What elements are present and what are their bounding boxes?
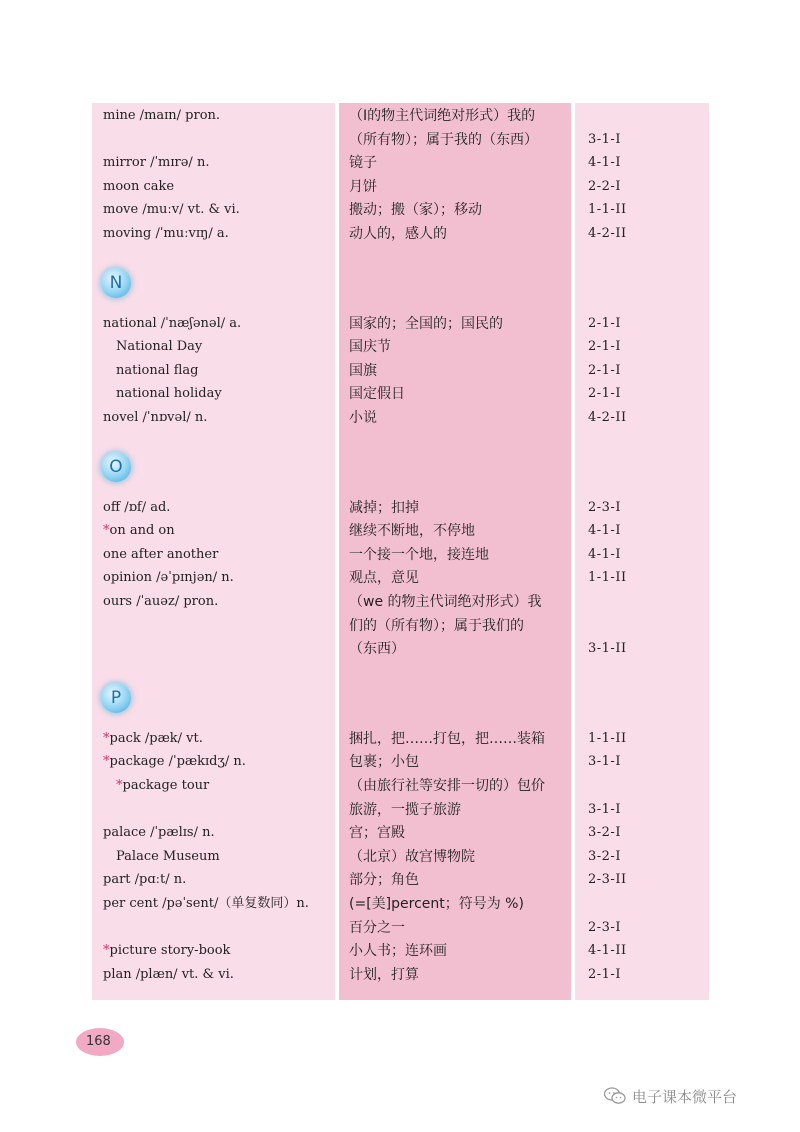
entry-unit: 3-1-I xyxy=(588,754,621,770)
entry-word-text: moon cake xyxy=(103,178,175,194)
entry-word xyxy=(103,175,174,199)
entry-meaning: （东西） xyxy=(349,641,405,658)
entry-meaning: 减掉；扣掉 xyxy=(349,499,419,516)
entry-word-text: package /ˈpækɪdʒ/ n. xyxy=(109,754,246,770)
entry-meaning: 计划，打算 xyxy=(349,966,419,983)
entry-meaning: 小人书；连环画 xyxy=(349,943,447,960)
glossary-entry-continuation xyxy=(0,614,800,638)
entry-word-text: pack /pæk/ vt. xyxy=(109,730,203,746)
entry-word-text: national flag xyxy=(116,362,199,378)
entry-word-text: one after another xyxy=(103,546,219,562)
entry-word-text: off /ɒf/ ad. xyxy=(103,499,171,515)
entry-word xyxy=(103,566,234,590)
entry-word-text: move /muːv/ vt. & vi. xyxy=(103,202,240,218)
entry-word-text: palace /ˈpælɪs/ n. xyxy=(103,825,215,841)
entry-word xyxy=(103,892,309,916)
entry-word xyxy=(103,543,218,567)
entry-word xyxy=(103,198,240,222)
entry-meaning: 观点，意见 xyxy=(349,570,419,587)
entry-meaning: 一个接一个地，接连地 xyxy=(349,546,489,563)
entry-unit: 3-1-II xyxy=(588,641,627,657)
glossary-entry xyxy=(0,566,800,590)
entry-word xyxy=(103,590,218,614)
entry-word-text: mine /maɪn/ pron. xyxy=(103,108,221,123)
entry-unit: 2-1-I xyxy=(588,362,621,378)
entry-unit: 4-1-II xyxy=(588,943,627,959)
glossary-entry xyxy=(0,727,800,751)
star-mark: * xyxy=(103,523,110,539)
glossary-entry xyxy=(0,151,800,175)
entry-unit: 4-1-I xyxy=(588,523,621,539)
entry-unit: 2-2-I xyxy=(588,178,621,194)
entry-word xyxy=(103,104,220,128)
entry-meaning: （I的物主代词绝对形式）我的 xyxy=(349,108,536,124)
entry-word xyxy=(103,151,209,175)
entry-meaning: 镜子 xyxy=(349,155,377,172)
entry-meaning: 动人的，感人的 xyxy=(349,226,447,242)
glossary-entry xyxy=(0,312,800,336)
entry-word xyxy=(103,496,170,520)
entry-unit: 2-1-I xyxy=(588,315,621,331)
entry-word xyxy=(103,868,186,892)
entry-meaning: 继续不断地，不停地 xyxy=(349,523,475,540)
entry-meaning: 国家的；全国的；国民的 xyxy=(349,315,503,332)
entry-word xyxy=(116,774,209,798)
entry-word-text: package tour xyxy=(122,778,210,793)
entry-meaning: 捆扎，把……打包，把……装箱 xyxy=(349,730,545,747)
entry-word xyxy=(103,727,203,751)
glossary-entry xyxy=(0,222,800,246)
entry-word-text: mirror /ˈmɪrə/ n. xyxy=(103,155,210,171)
entry-word-text: national /ˈnæʃənəl/ a. xyxy=(103,315,242,331)
entry-unit: 2-1-I xyxy=(588,339,621,355)
entry-meaning: （由旅行社等安排一切的）包价 xyxy=(349,778,545,794)
entry-meaning: 月饼 xyxy=(349,178,377,195)
glossary-entry xyxy=(0,750,800,774)
glossary-entry xyxy=(0,845,800,869)
entry-unit: 4-2-II xyxy=(588,226,627,241)
entry-word xyxy=(103,963,234,987)
wechat-icon xyxy=(604,1087,626,1105)
entry-unit: 4-2-II xyxy=(588,410,627,425)
glossary-entry xyxy=(0,590,800,614)
entry-word xyxy=(103,312,241,336)
entry-word xyxy=(103,222,229,246)
entry-unit: 2-3-I xyxy=(588,919,621,935)
glossary-entry-continuation xyxy=(0,637,800,661)
star-mark: * xyxy=(103,754,110,770)
entry-word-text: national holiday xyxy=(116,386,222,402)
entry-unit: 2-1-I xyxy=(588,386,621,402)
glossary-entry xyxy=(0,543,800,567)
entry-word xyxy=(116,382,222,406)
entry-meaning: 百分之一 xyxy=(349,919,405,936)
entry-word-text: per cent /pəˈsent/（单复数同）n. xyxy=(103,896,309,911)
entry-unit: 4-1-I xyxy=(588,546,621,562)
entry-unit: 2-1-I xyxy=(588,966,621,982)
watermark xyxy=(604,1084,737,1110)
glossary-entry xyxy=(0,496,800,520)
glossary-entry xyxy=(0,868,800,892)
entry-meaning: （we 的物主代词绝对形式）我 xyxy=(349,594,542,610)
entry-meaning: 搬动；搬（家）；移动 xyxy=(349,202,482,219)
glossary-entry xyxy=(0,963,800,987)
entry-meaning: 们的（所有物）；属于我们的 xyxy=(349,617,524,634)
star-mark: * xyxy=(116,778,123,793)
entry-unit: 1-1-II xyxy=(588,202,627,218)
entry-meaning: (=[美]percent；符号为 %) xyxy=(349,896,524,912)
glossary-entry xyxy=(0,335,800,359)
entry-word-text: ours /ˈauəz/ pron. xyxy=(103,594,219,609)
star-mark: * xyxy=(103,943,110,959)
glossary-entry xyxy=(0,382,800,406)
entry-meaning: 旅游，一揽子旅游 xyxy=(349,801,461,818)
entry-word xyxy=(116,359,199,383)
section-letter-n-badge: N xyxy=(101,268,131,298)
entry-word-text: moving /ˈmuːvɪŋ/ a. xyxy=(103,226,229,241)
entry-meaning: （所有物）；属于我的（东西） xyxy=(349,131,538,148)
entry-word-text: picture story-book xyxy=(109,943,231,959)
entry-meaning: 包裹；小包 xyxy=(349,754,419,771)
section-letter-p-badge: P xyxy=(101,683,131,713)
glossary-entry xyxy=(0,939,800,963)
entry-unit: 3-2-I xyxy=(588,825,621,841)
glossary-entry xyxy=(0,175,800,199)
entry-word xyxy=(103,406,207,430)
entry-word xyxy=(116,845,220,869)
entry-word xyxy=(103,750,246,774)
entry-word-text: novel /ˈnɒvəl/ n. xyxy=(103,410,208,425)
entry-unit: 2-3-I xyxy=(588,499,621,515)
entry-word xyxy=(103,821,215,845)
entry-unit: 3-2-I xyxy=(588,848,621,864)
glossary-entry xyxy=(0,359,800,383)
glossary-entry xyxy=(0,774,800,798)
entry-unit: 3-1-I xyxy=(588,131,621,147)
entry-meaning: 宫；宫殿 xyxy=(349,825,405,842)
entry-unit: 3-1-I xyxy=(588,801,621,817)
entry-meaning: 小说 xyxy=(349,410,377,426)
entry-word-text: on and on xyxy=(109,523,175,539)
glossary-entry xyxy=(0,104,800,128)
entry-word xyxy=(103,519,175,543)
glossary-entry-continuation xyxy=(0,128,800,152)
glossary-entry-continuation xyxy=(0,916,800,940)
glossary-entry-continuation xyxy=(0,798,800,822)
glossary-entry xyxy=(0,892,800,916)
section-letter-o-badge: O xyxy=(101,452,131,482)
page-number: 168 xyxy=(76,1028,124,1056)
entry-unit: 2-3-II xyxy=(588,872,627,888)
entry-unit: 4-1-I xyxy=(588,155,621,171)
entry-word xyxy=(116,335,202,359)
entry-unit: 1-1-II xyxy=(588,570,627,586)
entry-meaning: 国庆节 xyxy=(349,339,391,356)
entry-meaning: （北京）故宫博物院 xyxy=(349,848,475,865)
entry-meaning: 国旗 xyxy=(349,362,377,379)
entry-word-text: part /pɑːt/ n. xyxy=(103,872,187,888)
entry-word-text: opinion /əˈpɪnjən/ n. xyxy=(103,570,234,586)
entry-unit: 1-1-II xyxy=(588,730,627,746)
glossary-entry xyxy=(0,406,800,430)
watermark-text: 电子课本微平台 xyxy=(632,1088,738,1106)
glossary-entry xyxy=(0,198,800,222)
entry-word-text: Palace Museum xyxy=(116,848,220,864)
glossary-entry xyxy=(0,519,800,543)
entry-meaning: 部分；角色 xyxy=(349,872,419,889)
star-mark: * xyxy=(103,730,110,746)
entry-meaning: 国定假日 xyxy=(349,386,405,403)
entry-word-text: National Day xyxy=(116,339,203,355)
entry-word xyxy=(103,939,230,963)
entry-word-text: plan /plæn/ vt. & vi. xyxy=(103,966,234,982)
glossary-entry xyxy=(0,821,800,845)
